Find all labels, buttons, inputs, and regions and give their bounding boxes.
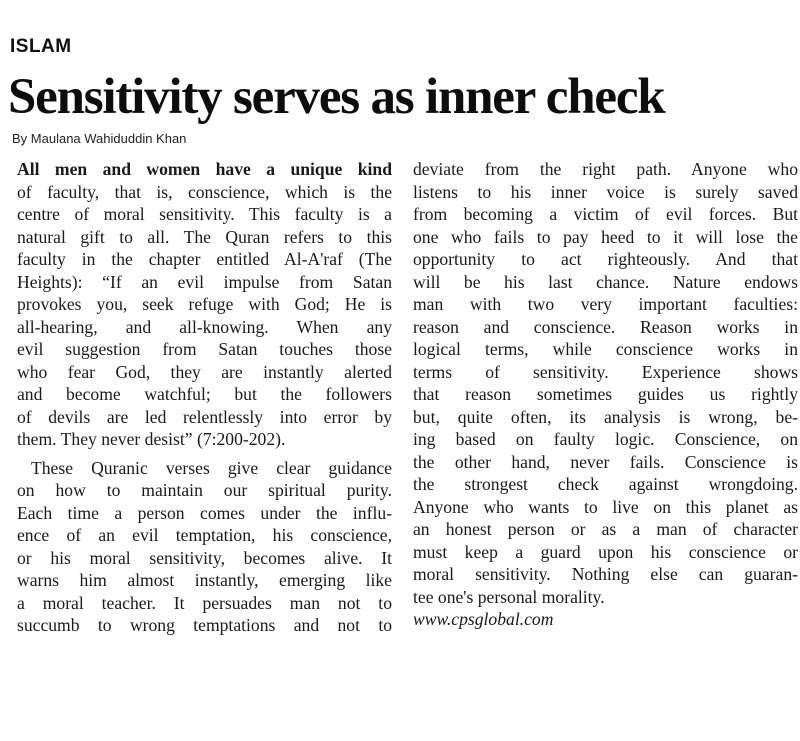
article-line: man with two very important faculties: [413, 294, 798, 314]
article-line: opportunity to act righteously. And that [413, 249, 798, 269]
article-line: logical terms, while conscience works in [413, 339, 798, 359]
article-line: natural gift to all. The Quran refers to this [17, 226, 392, 247]
article-line: moral sensitivity. Nothing else can guaran- [413, 564, 798, 584]
article-line: on how to maintain our spiritual purity. [17, 480, 392, 500]
article-line: will be his last chance. Nature endows [413, 271, 798, 292]
article-line: who fear God, they are instantly alerted [17, 361, 392, 382]
article-line: tee one's personal morality. [413, 586, 605, 607]
article-line: reason and conscience. Reason works in [413, 316, 798, 337]
article-line: These Quranic verses give clear guidance [31, 457, 392, 478]
byline: By Maulana Wahiduddin Khan [12, 131, 187, 146]
headline: Sensitivity serves as inner check [8, 69, 665, 125]
article-line: succumb to wrong temptations and not to [17, 615, 392, 635]
article-line: all-hearing, and all-knowing. When any [17, 316, 392, 337]
article-line: Each time a person comes under the influ- [17, 502, 392, 523]
article-line: provokes you, seek refuge with God; He is [17, 294, 392, 314]
article-line: centre of moral sensitivity. This faculty is a [17, 204, 392, 224]
article-line: the other hand, never fails. Conscience is [413, 451, 798, 472]
section-label: ISLAM [10, 36, 72, 57]
article-line: ence of an evil temptation, his conscience, [17, 525, 392, 545]
article-line: of devils are led relentlessly into error by [17, 406, 392, 427]
article-line: or his moral sensitivity, becomes alive. It [17, 547, 392, 568]
article-line: ing based on faulty logic. Conscience, on [413, 429, 798, 449]
article-line: of faculty, that is, conscience, which is the [17, 181, 392, 202]
article-line: and become watchful; but the followers [17, 384, 392, 404]
article-line: them. They never desist” (7:200-202). [17, 429, 286, 449]
website-credit: www.cpsglobal.com [413, 609, 554, 629]
article-line: Anyone who wants to live on this planet as [413, 496, 798, 517]
article-line: deviate from the right path. Anyone who [413, 159, 798, 179]
article-line: Heights): “If an evil impulse from Satan [17, 271, 392, 292]
article-line: that reason sometimes guides us rightly [413, 384, 798, 404]
article-line: the strongest check against wrongdoing. [413, 474, 798, 494]
article-column-left [17, 158, 392, 637]
article-line: from becoming a victim of evil forces. But [413, 204, 798, 224]
article-line: warns him almost instantly, emerging like [17, 570, 392, 590]
article-line: must keep a guard upon his conscience or [413, 541, 798, 562]
article-line: one who fails to pay heed to it will lose the [413, 226, 798, 247]
article-line: listens to his inner voice is surely saved [413, 181, 798, 202]
article-line: an honest person or as a man of character [413, 519, 798, 539]
article-column-right [413, 158, 798, 631]
article-line: terms of sensitivity. Experience shows [413, 361, 798, 382]
article-line: but, quite often, its analysis is wrong, be- [413, 406, 798, 427]
lead-line: All men and women have a unique kind [17, 159, 392, 179]
article-line: a moral teacher. It persuades man not to [17, 592, 392, 613]
article-line: faculty in the chapter entitled Al-A'raf (The [17, 249, 392, 269]
article-line: evil suggestion from Satan touches those [17, 339, 392, 359]
